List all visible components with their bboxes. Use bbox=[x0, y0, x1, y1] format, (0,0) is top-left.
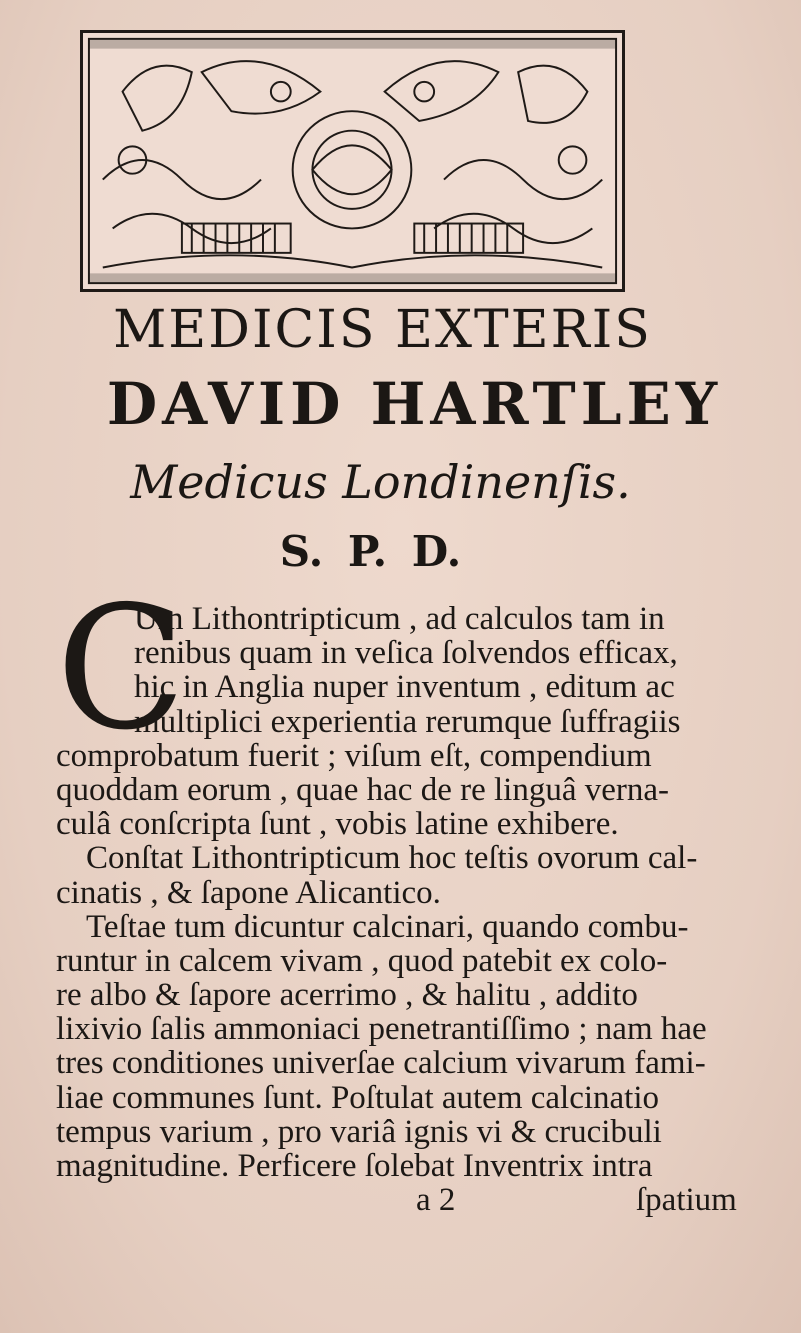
text-line: hic in Anglia nuper inventum , editum ac bbox=[134, 669, 675, 706]
text-line: tempus varium , pro variâ ignis vi & crucibuli bbox=[56, 1113, 662, 1150]
title-author-name: DAVID HARTLEY bbox=[106, 370, 723, 438]
page-footer bbox=[56, 1183, 756, 1217]
text-line: tres conditiones univerſae calcium vivarum fami- bbox=[56, 1045, 706, 1082]
text-line: Teſtae tum dicuntur calcinari, quando combu- bbox=[86, 908, 689, 945]
text-line: comprobatum fuerit ; viſum eſt, compendium bbox=[56, 737, 652, 774]
title-author-description: Medicus Londinenſis. bbox=[130, 455, 631, 509]
text-line: Conſtat Lithontripticum hoc teſtis ovorum cal- bbox=[86, 840, 698, 877]
body-text bbox=[56, 570, 756, 1219]
text-line: multiplici experientia rerumque ſuffragiis bbox=[134, 703, 681, 740]
text-line: re albo & ſapore acerrimo , & halitu , addito bbox=[56, 977, 638, 1014]
signature-mark: a 2 bbox=[416, 1182, 456, 1219]
drop-cap: C bbox=[56, 570, 187, 768]
text-line: culâ conſcripta ſunt , vobis latine exhibere. bbox=[56, 806, 619, 843]
text-line: liae communes ſunt. Poſtulat autem calcinatio bbox=[56, 1079, 660, 1116]
salutation: S. P. D. bbox=[279, 527, 462, 576]
text-line: quoddam eorum , quae hac de re linguâ verna- bbox=[56, 771, 669, 808]
text-line: magnitudine. Perficere ſolebat Inventrix intra bbox=[56, 1148, 653, 1184]
ornamental-headpiece-icon bbox=[80, 30, 625, 292]
text-line: cinatis , & ſapone Alicantico. bbox=[56, 874, 441, 911]
text-line: Um Lithontripticum , ad calculos tam in bbox=[134, 601, 665, 637]
text-line: renibus quam in veſica ſolvendos efficax, bbox=[134, 635, 678, 672]
text-line: runtur in calcem vivam , quod patebit ex colo- bbox=[56, 942, 668, 979]
title-line-1: MEDICIS EXTERIS bbox=[113, 300, 652, 360]
text-line: lixivio ſalis ammoniaci penetrantiſſimo ; nam hae bbox=[56, 1011, 707, 1048]
catchword: ſpatium bbox=[636, 1182, 737, 1219]
